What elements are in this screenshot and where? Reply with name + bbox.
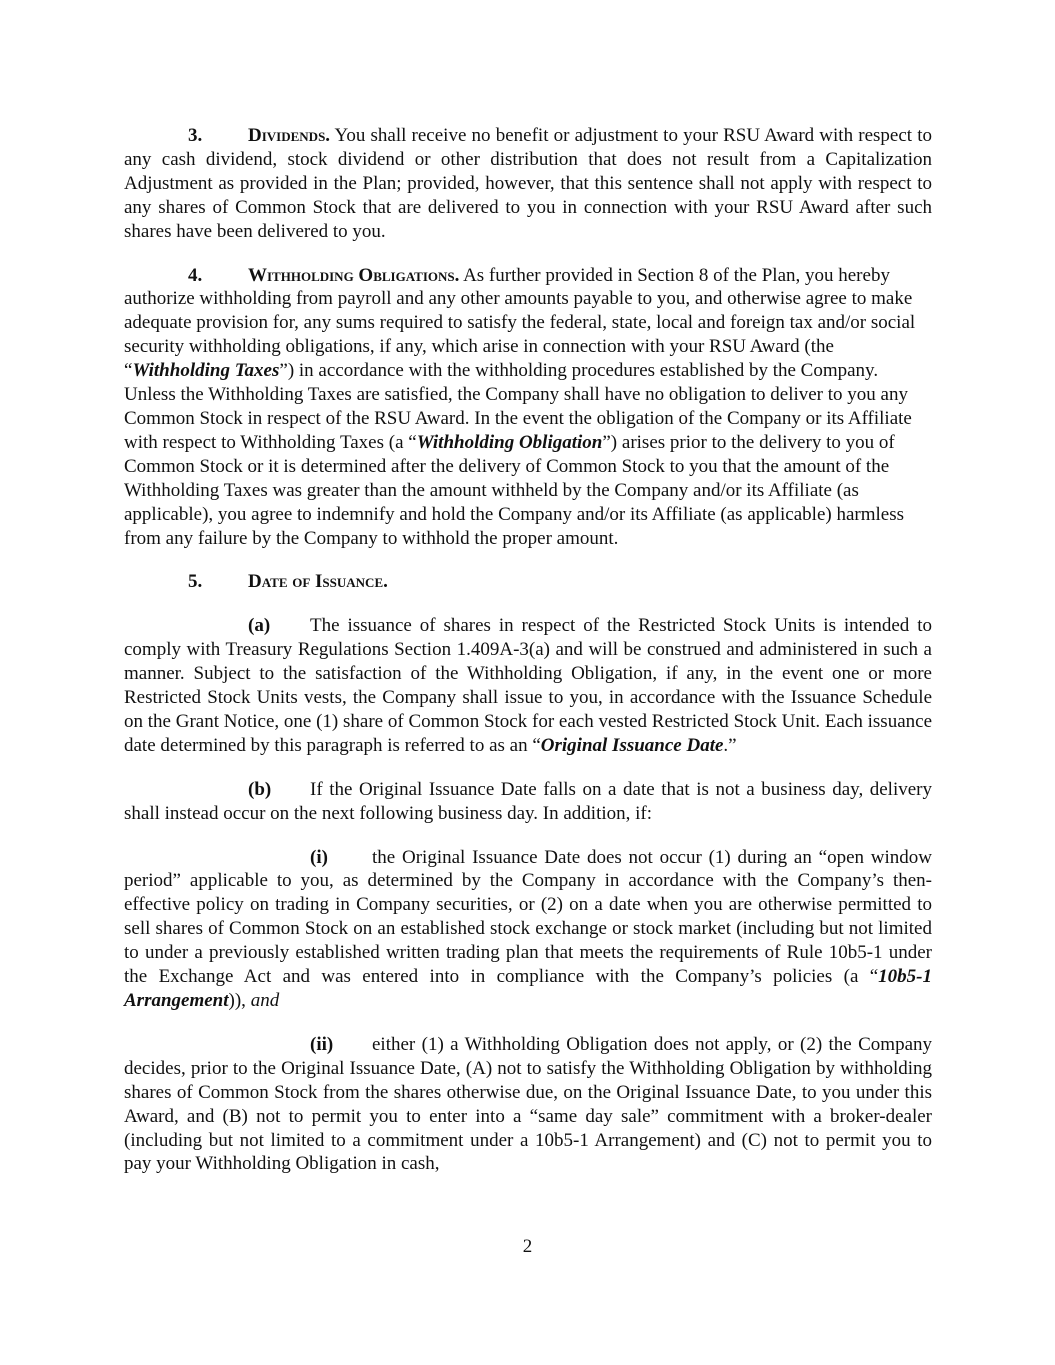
section-text: ”) in accordance with the withholding procedures established by the Company. Unless the Withholding Taxes are satisfied, the Company shall have no obligation to deliver to you any Common Stock in respect of the RSU Award. In the event the obligation of the Company or its Affiliate with respect to Withholding Taxes (a “ [124,360,912,453]
subsection-a [124,614,932,757]
clause-label: (i) [310,846,328,868]
section-text: ”) arises prior to the delivery to you of Common Stock or it is determined after the delivery of Common Stock to you that the amount of the Withholding Taxes was greater than the amount withheld by the Company and/or its Affiliate (as applicable), you agree to indemnify and hold the Company and/or its Affiliate (as applicable) harmless from any failure by the Company to withhold the proper amount. [124,431,905,549]
clause-text: the Original Issuance Date does not occur (1) during an “open window period” applicable to you, as determined by the Company in accordance with the Company’s then-effective policy on trading in Company securities, or (2) on a date when you are otherwise permitted to sell shares of Common Stock on an established stock exchange or stock market (including but not limited to under a previously established written trading plan that meets the requirements of Rule 10b5-1 under the Exchange Act and was entered into in compliance with the Company’s policies (a “ [124,846,932,988]
defined-term: Withholding Taxes [132,360,280,382]
section-number: 4. [188,264,203,286]
subsection-label: (a) [248,615,271,637]
section-text: As further provided in Section 8 of the Plan, you hereby authorize withholding from payroll and any other amounts payable to you, and otherwise agree to make adequate provision for, any sums required to satisfy the federal, state, local and foreign tax and/or social security withholding obligations, if any, which arise in connection with your RSU Award (the “ [124,264,916,382]
subsection-text: If the Original Issuance Date falls on a date that is not a business day, delivery shall instead occur on the next following business day. In addition, if: [124,778,932,824]
subsection-label: (b) [248,778,272,800]
defined-term: 10b5-1 Arrangement [124,966,932,1011]
clause-conjunction: and [250,990,280,1011]
clause-text: either (1) a Withholding Obligation does not apply, or (2) the Company decides, prior to the Original Issuance Date, (A) not to satisfy the Withholding Obligation by withholding shares of Common Stock from the shares otherwise due, on the Original Issuance Date, to you under this Award, and (B) not to permit you to enter into a “same day sale” commitment with a broker-dealer (including but not limited to a commitment under a 10b5-1 Arrangement) and (C) not to permit you to pay your Withholding Obligation in cash, [124,1033,932,1175]
section-text: You shall receive no benefit or adjustment to your RSU Award with respect to any cash dividend, stock dividend or other distribution that does not result from a Capitalization Adjustment as provided in the Plan; provided, however, that this sentence shall not apply with respect to any shares of Common Stock that are delivered to you in connection with your RSU Award after such shares have been delivered to you. [124,125,932,242]
section-heading: Dividends. [248,125,331,146]
defined-term: Original Issuance Date [540,734,724,756]
section-heading: Withholding Obligations. [248,264,460,286]
clause-text: )), [228,990,251,1011]
document-page [124,124,932,1196]
section-number: 3. [188,125,203,146]
subsection-text: .” [723,734,737,756]
subsection-text: The issuance of shares in respect of the Restricted Stock Units is intended to comply with Treasury Regulations Section 1.409A-3(a) and will be construed and administered in such a manner. Subject to the satisfaction of the Withholding Obligation, if any, in the event one or more Restricted Stock Units vests, the Company shall issue to you, in accordance with the Issuance Schedule on the Grant Notice, one (1) share of Common Stock for each vested Restricted Stock Unit. Each issuance date determined by this paragraph is referred to as an “ [124,615,932,756]
clause-ii [124,1033,932,1176]
section-4-withholding [124,264,932,551]
section-5-heading [124,570,932,594]
clause-label: (ii) [310,1033,334,1055]
section-number: 5. [188,571,203,593]
subsection-b [124,778,932,826]
page-number: 2 [522,1236,533,1257]
defined-term: Withholding Obligation [416,431,603,453]
section-3-dividends [124,124,932,244]
section-heading: Date of Issuance. [248,571,388,593]
clause-i [124,846,932,1013]
